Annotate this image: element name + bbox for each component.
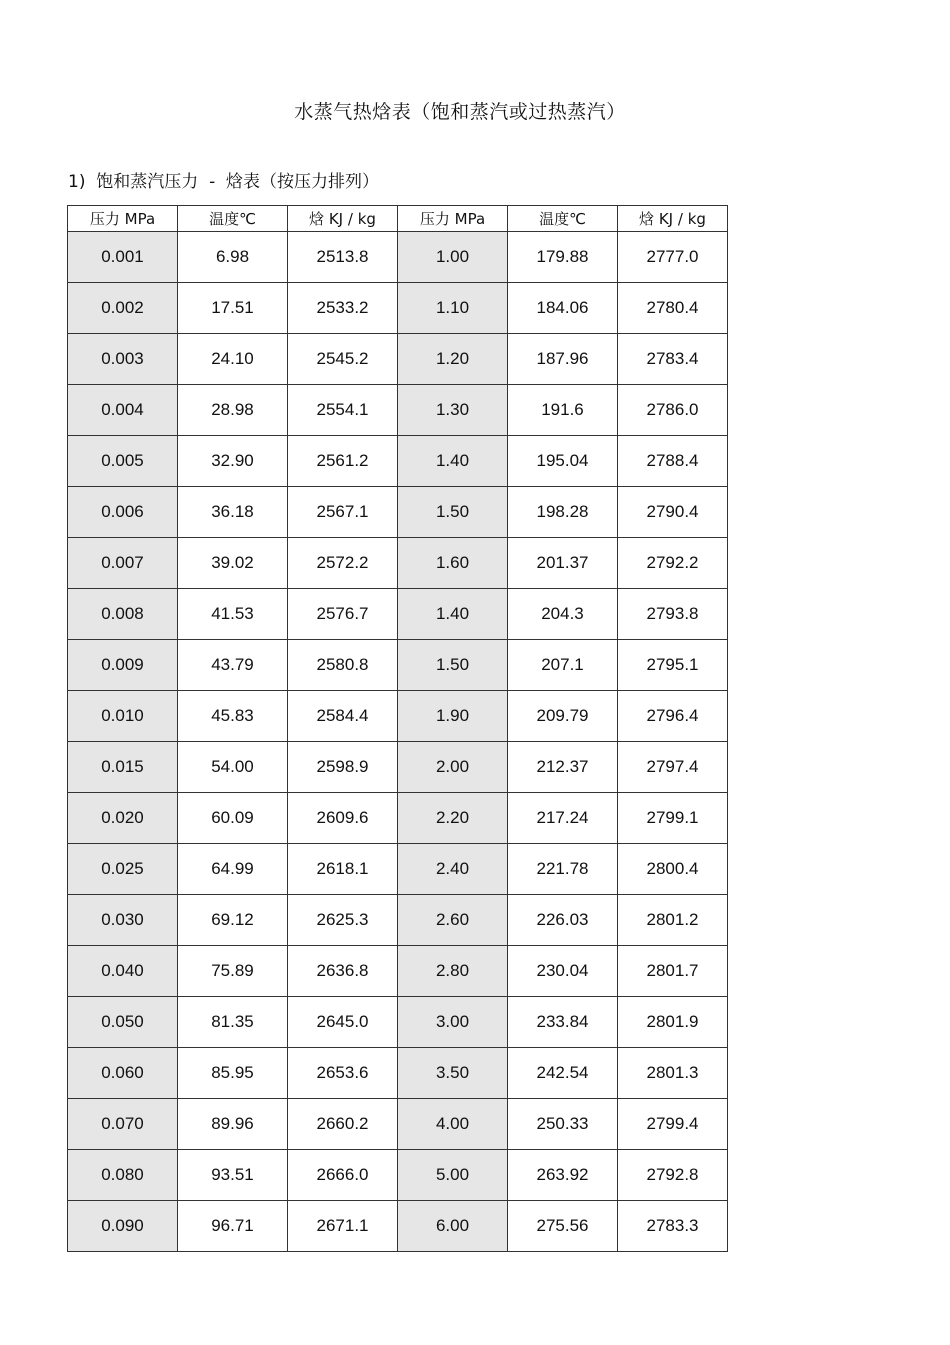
cell-temperature: 75.89: [178, 946, 288, 997]
cell-enthalpy: 2598.9: [288, 742, 398, 793]
cell-enthalpy: 2786.0: [618, 385, 728, 436]
cell-pressure: 0.001: [68, 232, 178, 283]
cell-pressure: 1.50: [398, 640, 508, 691]
cell-temperature: 93.51: [178, 1150, 288, 1201]
cell-pressure: 2.20: [398, 793, 508, 844]
cell-enthalpy: 2653.6: [288, 1048, 398, 1099]
cell-enthalpy: 2790.4: [618, 487, 728, 538]
table-row: [68, 691, 728, 742]
cell-enthalpy: 2799.4: [618, 1099, 728, 1150]
table-row: [68, 1201, 728, 1252]
cell-temperature: 207.1: [508, 640, 618, 691]
cell-temperature: 28.98: [178, 385, 288, 436]
cell-temperature: 32.90: [178, 436, 288, 487]
cell-temperature: 81.35: [178, 997, 288, 1048]
cell-pressure: 1.40: [398, 589, 508, 640]
cell-pressure: 0.002: [68, 283, 178, 334]
cell-enthalpy: 2788.4: [618, 436, 728, 487]
cell-temperature: 198.28: [508, 487, 618, 538]
cell-pressure: 1.30: [398, 385, 508, 436]
cell-enthalpy: 2796.4: [618, 691, 728, 742]
cell-pressure: 0.050: [68, 997, 178, 1048]
cell-temperature: 226.03: [508, 895, 618, 946]
cell-pressure: 3.00: [398, 997, 508, 1048]
cell-pressure: 2.00: [398, 742, 508, 793]
cell-enthalpy: 2666.0: [288, 1150, 398, 1201]
cell-temperature: 60.09: [178, 793, 288, 844]
cell-pressure: 1.90: [398, 691, 508, 742]
table-row: [68, 844, 728, 895]
cell-temperature: 6.98: [178, 232, 288, 283]
column-header-temperature: 温度℃: [178, 206, 288, 232]
cell-pressure: 0.007: [68, 538, 178, 589]
cell-temperature: 242.54: [508, 1048, 618, 1099]
cell-pressure: 1.40: [398, 436, 508, 487]
cell-enthalpy: 2554.1: [288, 385, 398, 436]
cell-enthalpy: 2795.1: [618, 640, 728, 691]
cell-temperature: 43.79: [178, 640, 288, 691]
cell-temperature: 69.12: [178, 895, 288, 946]
cell-enthalpy: 2572.2: [288, 538, 398, 589]
cell-temperature: 263.92: [508, 1150, 618, 1201]
table-row: [68, 1048, 728, 1099]
cell-enthalpy: 2561.2: [288, 436, 398, 487]
table-row: [68, 436, 728, 487]
cell-temperature: 184.06: [508, 283, 618, 334]
cell-enthalpy: 2545.2: [288, 334, 398, 385]
table-row: [68, 946, 728, 997]
cell-pressure: 1.00: [398, 232, 508, 283]
table-row: [68, 487, 728, 538]
table-row: [68, 538, 728, 589]
cell-enthalpy: 2792.2: [618, 538, 728, 589]
cell-enthalpy: 2793.8: [618, 589, 728, 640]
cell-enthalpy: 2801.9: [618, 997, 728, 1048]
cell-temperature: 204.3: [508, 589, 618, 640]
table-row: [68, 895, 728, 946]
cell-pressure: 0.009: [68, 640, 178, 691]
cell-temperature: 201.37: [508, 538, 618, 589]
cell-enthalpy: 2783.4: [618, 334, 728, 385]
cell-enthalpy: 2576.7: [288, 589, 398, 640]
cell-temperature: 41.53: [178, 589, 288, 640]
column-header-pressure: 压力 MPa: [68, 206, 178, 232]
table-row: [68, 742, 728, 793]
table-row: [68, 640, 728, 691]
table-row: [68, 793, 728, 844]
cell-enthalpy: 2801.7: [618, 946, 728, 997]
table-row: [68, 283, 728, 334]
cell-temperature: 250.33: [508, 1099, 618, 1150]
cell-temperature: 45.83: [178, 691, 288, 742]
cell-pressure: 1.10: [398, 283, 508, 334]
cell-enthalpy: 2783.3: [618, 1201, 728, 1252]
cell-temperature: 179.88: [508, 232, 618, 283]
cell-enthalpy: 2567.1: [288, 487, 398, 538]
cell-pressure: 1.20: [398, 334, 508, 385]
cell-enthalpy: 2636.8: [288, 946, 398, 997]
cell-pressure: 6.00: [398, 1201, 508, 1252]
cell-pressure: 1.60: [398, 538, 508, 589]
cell-temperature: 209.79: [508, 691, 618, 742]
column-header-enthalpy: 焓 KJ / kg: [618, 206, 728, 232]
cell-pressure: 0.070: [68, 1099, 178, 1150]
cell-pressure: 2.60: [398, 895, 508, 946]
cell-pressure: 3.50: [398, 1048, 508, 1099]
steam-enthalpy-table: [67, 205, 728, 1252]
cell-enthalpy: 2645.0: [288, 997, 398, 1048]
column-header-enthalpy: 焓 KJ / kg: [288, 206, 398, 232]
cell-enthalpy: 2797.4: [618, 742, 728, 793]
cell-enthalpy: 2799.1: [618, 793, 728, 844]
cell-pressure: 0.004: [68, 385, 178, 436]
cell-pressure: 0.003: [68, 334, 178, 385]
cell-pressure: 0.030: [68, 895, 178, 946]
table-body: [68, 232, 728, 1252]
cell-temperature: 195.04: [508, 436, 618, 487]
cell-pressure: 1.50: [398, 487, 508, 538]
cell-temperature: 217.24: [508, 793, 618, 844]
cell-temperature: 187.96: [508, 334, 618, 385]
cell-pressure: 0.040: [68, 946, 178, 997]
column-header-temperature: 温度℃: [508, 206, 618, 232]
cell-pressure: 0.080: [68, 1150, 178, 1201]
cell-enthalpy: 2660.2: [288, 1099, 398, 1150]
cell-enthalpy: 2513.8: [288, 232, 398, 283]
cell-enthalpy: 2671.1: [288, 1201, 398, 1252]
cell-temperature: 191.6: [508, 385, 618, 436]
cell-enthalpy: 2801.2: [618, 895, 728, 946]
cell-enthalpy: 2777.0: [618, 232, 728, 283]
cell-pressure: 0.010: [68, 691, 178, 742]
cell-pressure: 2.80: [398, 946, 508, 997]
section-heading: 1) 饱和蒸汽压力 - 焓表（按压力排列）: [68, 172, 380, 192]
cell-temperature: 221.78: [508, 844, 618, 895]
cell-pressure: 5.00: [398, 1150, 508, 1201]
table-row: [68, 232, 728, 283]
cell-temperature: 89.96: [178, 1099, 288, 1150]
cell-enthalpy: 2800.4: [618, 844, 728, 895]
table-row: [68, 1150, 728, 1201]
cell-pressure: 0.006: [68, 487, 178, 538]
cell-temperature: 64.99: [178, 844, 288, 895]
page-title: 水蒸气热焓表（饱和蒸汽或过热蒸汽）: [294, 101, 626, 123]
table-row: [68, 997, 728, 1048]
cell-pressure: 2.40: [398, 844, 508, 895]
cell-temperature: 36.18: [178, 487, 288, 538]
cell-enthalpy: 2780.4: [618, 283, 728, 334]
cell-enthalpy: 2625.3: [288, 895, 398, 946]
table-row: [68, 589, 728, 640]
cell-pressure: 0.008: [68, 589, 178, 640]
table-row: [68, 385, 728, 436]
cell-pressure: 4.00: [398, 1099, 508, 1150]
cell-enthalpy: 2792.8: [618, 1150, 728, 1201]
cell-enthalpy: 2584.4: [288, 691, 398, 742]
table-header-row: [68, 206, 728, 232]
cell-enthalpy: 2580.8: [288, 640, 398, 691]
cell-temperature: 275.56: [508, 1201, 618, 1252]
cell-temperature: 212.37: [508, 742, 618, 793]
cell-temperature: 230.04: [508, 946, 618, 997]
cell-temperature: 85.95: [178, 1048, 288, 1099]
table-row: [68, 334, 728, 385]
cell-pressure: 0.090: [68, 1201, 178, 1252]
cell-enthalpy: 2609.6: [288, 793, 398, 844]
cell-temperature: 24.10: [178, 334, 288, 385]
cell-pressure: 0.020: [68, 793, 178, 844]
cell-pressure: 0.005: [68, 436, 178, 487]
cell-temperature: 233.84: [508, 997, 618, 1048]
column-header-pressure: 压力 MPa: [398, 206, 508, 232]
cell-temperature: 96.71: [178, 1201, 288, 1252]
cell-enthalpy: 2618.1: [288, 844, 398, 895]
cell-enthalpy: 2533.2: [288, 283, 398, 334]
cell-pressure: 0.015: [68, 742, 178, 793]
cell-pressure: 0.060: [68, 1048, 178, 1099]
cell-temperature: 39.02: [178, 538, 288, 589]
cell-enthalpy: 2801.3: [618, 1048, 728, 1099]
cell-pressure: 0.025: [68, 844, 178, 895]
cell-temperature: 54.00: [178, 742, 288, 793]
cell-temperature: 17.51: [178, 283, 288, 334]
table-row: [68, 1099, 728, 1150]
